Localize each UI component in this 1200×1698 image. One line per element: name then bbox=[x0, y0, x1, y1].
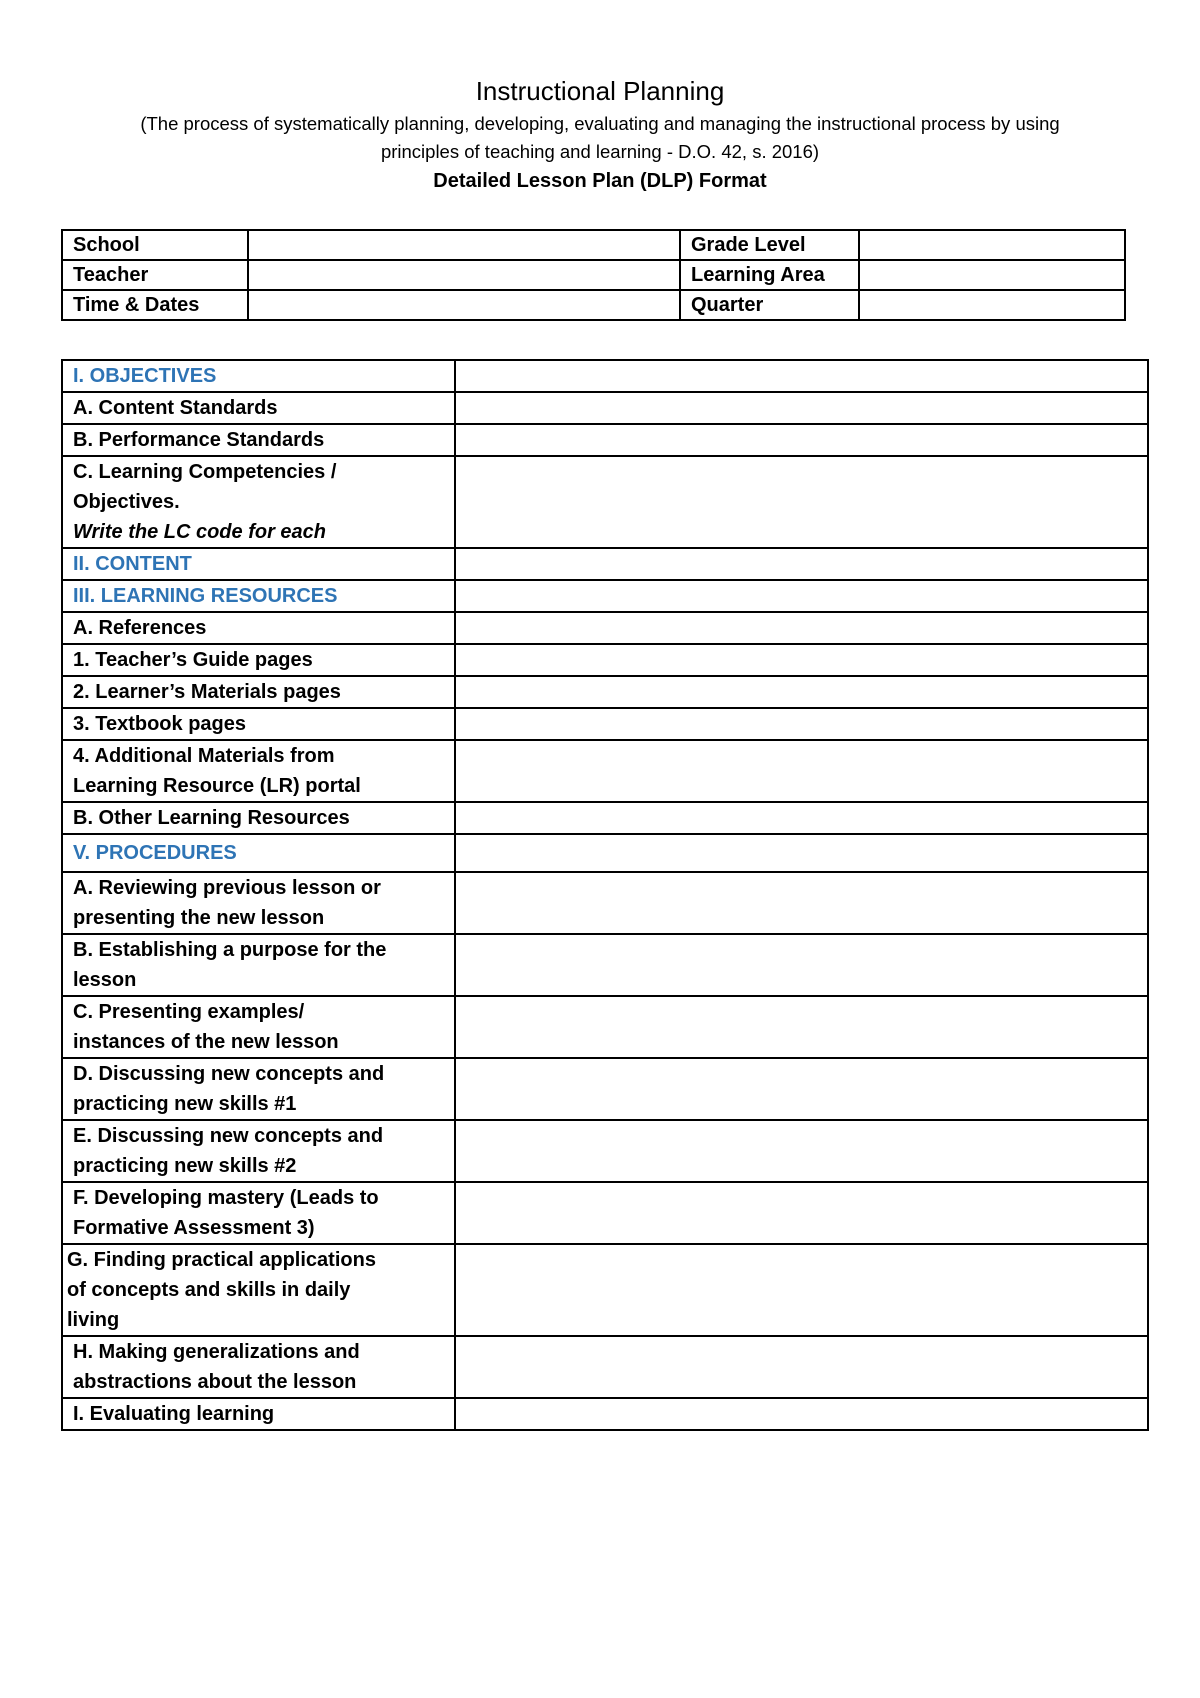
proc-b-line-1: B. Establishing a purpose for the bbox=[73, 939, 387, 961]
teacher-value-cell[interactable] bbox=[248, 260, 680, 290]
proc-b-value-cell[interactable] bbox=[455, 934, 1148, 996]
proc-d-line-1: D. Discussing new concepts and bbox=[73, 1063, 385, 1085]
teacher-label: Teacher bbox=[62, 260, 248, 290]
row-other-resources bbox=[62, 802, 1148, 834]
proc-h-line-1: H. Making generalizations and bbox=[73, 1341, 360, 1363]
proc-e-line-2: practicing new skills #2 bbox=[73, 1155, 297, 1177]
learning-competencies-value-cell[interactable] bbox=[455, 456, 1148, 548]
format-title: Detailed Lesson Plan (DLP) Format bbox=[433, 170, 767, 192]
proc-g-line-3: living bbox=[67, 1309, 120, 1331]
row-references bbox=[62, 612, 1148, 644]
content-standards-value-cell[interactable] bbox=[455, 392, 1148, 424]
learning-competencies-line-1: C. Learning Competencies / bbox=[73, 461, 337, 483]
references-label: A. References bbox=[62, 612, 455, 644]
procedures-heading: V. PROCEDURES bbox=[62, 834, 455, 872]
performance-standards-label: B. Performance Standards bbox=[62, 424, 455, 456]
row-proc-d bbox=[62, 1058, 1148, 1120]
row-additional-materials bbox=[62, 740, 1148, 802]
row-content-standards bbox=[62, 392, 1148, 424]
objectives-heading: I. OBJECTIVES bbox=[62, 360, 455, 392]
teachers-guide-label: 1. Teacher’s Guide pages bbox=[62, 644, 455, 676]
proc-d-line-2: practicing new skills #1 bbox=[73, 1093, 297, 1115]
content-heading: II. CONTENT bbox=[62, 548, 455, 580]
proc-c-label bbox=[62, 996, 455, 1058]
learning-competencies-line-2: Objectives. bbox=[73, 491, 180, 513]
proc-i-label: I. Evaluating learning bbox=[62, 1398, 455, 1430]
row-learning-competencies bbox=[62, 456, 1148, 548]
proc-g-value-cell[interactable] bbox=[455, 1244, 1148, 1336]
learning-competencies-label bbox=[62, 456, 455, 548]
grade-level-value-cell[interactable] bbox=[859, 230, 1125, 260]
learning-resources-heading: III. LEARNING RESOURCES bbox=[62, 580, 455, 612]
proc-g-line-1: G. Finding practical applications bbox=[67, 1249, 376, 1271]
school-value-cell[interactable] bbox=[248, 230, 680, 260]
page-title: Instructional Planning bbox=[475, 76, 725, 106]
proc-e-label bbox=[62, 1120, 455, 1182]
learning-competencies-note: Write the LC code for each bbox=[73, 521, 327, 543]
additional-materials-line-2: Learning Resource (LR) portal bbox=[73, 775, 361, 797]
subtitle-line-2: principles of teaching and learning - D.O. 42, s. 2016) bbox=[380, 141, 820, 162]
proc-b-label bbox=[62, 934, 455, 996]
proc-c-line-2: instances of the new lesson bbox=[73, 1031, 339, 1053]
grade-level-label: Grade Level bbox=[680, 230, 859, 260]
row-content bbox=[62, 548, 1148, 580]
learning-area-value-cell[interactable] bbox=[859, 260, 1125, 290]
row-proc-c bbox=[62, 996, 1148, 1058]
performance-standards-value-cell[interactable] bbox=[455, 424, 1148, 456]
proc-c-line-1: C. Presenting examples/ bbox=[73, 1001, 305, 1023]
proc-b-line-2: lesson bbox=[73, 969, 137, 991]
row-objectives bbox=[62, 360, 1148, 392]
info-table bbox=[61, 229, 1126, 321]
other-resources-value-cell[interactable] bbox=[455, 802, 1148, 834]
learning-resources-value-cell[interactable] bbox=[455, 580, 1148, 612]
quarter-label: Quarter bbox=[680, 290, 859, 320]
row-performance-standards bbox=[62, 424, 1148, 456]
objectives-value-cell[interactable] bbox=[455, 360, 1148, 392]
proc-e-value-cell[interactable] bbox=[455, 1120, 1148, 1182]
row-teachers-guide bbox=[62, 644, 1148, 676]
proc-a-value-cell[interactable] bbox=[455, 872, 1148, 934]
proc-i-value-cell[interactable] bbox=[455, 1398, 1148, 1430]
learning-area-label: Learning Area bbox=[680, 260, 859, 290]
textbook-label: 3. Textbook pages bbox=[62, 708, 455, 740]
teachers-guide-value-cell[interactable] bbox=[455, 644, 1148, 676]
learners-materials-label: 2. Learner’s Materials pages bbox=[62, 676, 455, 708]
content-value-cell[interactable] bbox=[455, 548, 1148, 580]
proc-f-value-cell[interactable] bbox=[455, 1182, 1148, 1244]
subtitle-line-1: (The process of systematically planning, developing, evaluating and managing the instructional process by using bbox=[140, 113, 1060, 134]
additional-materials-label bbox=[62, 740, 455, 802]
references-value-cell[interactable] bbox=[455, 612, 1148, 644]
row-learning-resources bbox=[62, 580, 1148, 612]
row-procedures bbox=[62, 834, 1148, 872]
proc-a-line-2: presenting the new lesson bbox=[73, 907, 325, 929]
row-textbook bbox=[62, 708, 1148, 740]
proc-g-label bbox=[62, 1244, 455, 1336]
proc-h-label bbox=[62, 1336, 455, 1398]
row-proc-a bbox=[62, 872, 1148, 934]
info-row-time-dates bbox=[62, 290, 1125, 320]
proc-h-line-2: abstractions about the lesson bbox=[73, 1371, 357, 1393]
other-resources-label: B. Other Learning Resources bbox=[62, 802, 455, 834]
row-proc-i bbox=[62, 1398, 1148, 1430]
learners-materials-value-cell[interactable] bbox=[455, 676, 1148, 708]
row-proc-b bbox=[62, 934, 1148, 996]
page-subtitle bbox=[80, 110, 1120, 166]
time-dates-label: Time & Dates bbox=[62, 290, 248, 320]
school-label: School bbox=[62, 230, 248, 260]
content-standards-label: A. Content Standards bbox=[62, 392, 455, 424]
proc-a-line-1: A. Reviewing previous lesson or bbox=[73, 877, 381, 899]
time-dates-value-cell[interactable] bbox=[248, 290, 680, 320]
textbook-value-cell[interactable] bbox=[455, 708, 1148, 740]
proc-e-line-1: E. Discussing new concepts and bbox=[73, 1125, 384, 1147]
proc-d-value-cell[interactable] bbox=[455, 1058, 1148, 1120]
proc-d-label bbox=[62, 1058, 455, 1120]
procedures-value-cell[interactable] bbox=[455, 834, 1148, 872]
row-proc-e bbox=[62, 1120, 1148, 1182]
proc-f-label bbox=[62, 1182, 455, 1244]
info-row-school bbox=[62, 230, 1125, 260]
additional-materials-value-cell[interactable] bbox=[455, 740, 1148, 802]
quarter-value-cell[interactable] bbox=[859, 290, 1125, 320]
proc-g-line-2: of concepts and skills in daily bbox=[67, 1279, 351, 1301]
row-proc-f bbox=[62, 1182, 1148, 1244]
proc-c-value-cell[interactable] bbox=[455, 996, 1148, 1058]
row-proc-h bbox=[62, 1336, 1148, 1398]
proc-h-value-cell[interactable] bbox=[455, 1336, 1148, 1398]
proc-f-line-2: Formative Assessment 3) bbox=[73, 1217, 315, 1239]
plan-table bbox=[61, 359, 1149, 1431]
info-row-teacher bbox=[62, 260, 1125, 290]
proc-a-label bbox=[62, 872, 455, 934]
row-learners-materials bbox=[62, 676, 1148, 708]
additional-materials-line-1: 4. Additional Materials from bbox=[73, 745, 335, 767]
proc-f-line-1: F. Developing mastery (Leads to bbox=[73, 1187, 379, 1209]
row-proc-g bbox=[62, 1244, 1148, 1336]
